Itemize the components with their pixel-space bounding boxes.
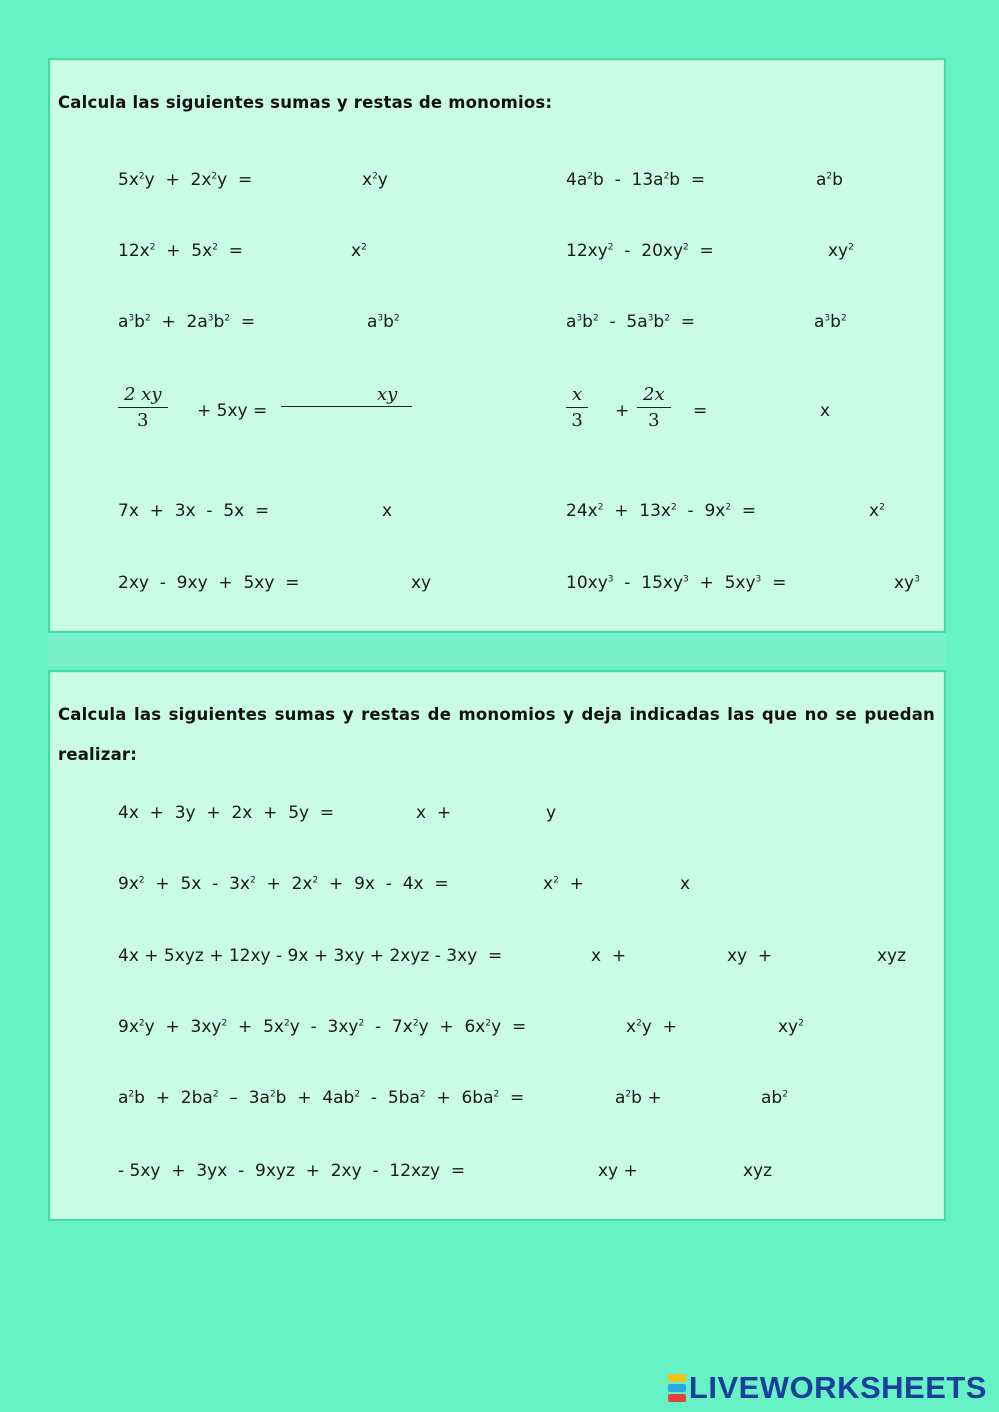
equation-5b: $24x^2 + 13x^2 - 9x^2$ = [566, 501, 757, 521]
equation-3b: $a^3b^2 - 5a^3b^2$ = [566, 312, 695, 332]
equation-1a: $5x^2y + 2x^2y$ = [118, 170, 253, 190]
answer-12-xyz[interactable]: xyz [743, 1161, 773, 1181]
answer-11-a2b[interactable]: $a^2b$ + [615, 1088, 662, 1108]
answer-12-xy[interactable]: xy + [598, 1161, 638, 1181]
answer-3a[interactable]: $a^3b^2$ [367, 312, 400, 332]
fraction-numerator: x [566, 384, 588, 408]
fraction-numerator: 2 xy [118, 384, 168, 408]
equation-7: 4x + 3y + 2x + 5y = [118, 803, 335, 823]
fraction-denominator: 3 [648, 410, 660, 431]
equation-3a: $a^3b^2 + 2a^3b^2$ = [118, 312, 256, 332]
answer-9-xy[interactable]: xy + [727, 946, 773, 966]
answer-line-4a [281, 406, 412, 407]
equation-5a: 7x + 3x - 5x = [118, 501, 270, 521]
fraction-numerator: 2x [637, 384, 671, 408]
answer-4b[interactable]: x [820, 401, 831, 421]
answer-5b[interactable]: $x^2$ [869, 501, 885, 521]
equation-2b: $12xy^2 - 20xy^2$ = [566, 241, 714, 261]
instruction-2-line-1: Calcula las siguientes sumas y restas de monomios y deja indicadas las que no se puedan [58, 705, 935, 724]
equation-12: - 5xy + 3yx - 9xyz + 2xy - 12xzy = [118, 1161, 466, 1181]
answer-7-x[interactable]: x + [416, 803, 452, 823]
answer-6a[interactable]: xy [411, 573, 432, 593]
fraction-denominator: 3 [137, 410, 149, 431]
answer-9-xyz[interactable]: xyz [877, 946, 907, 966]
exercise-panel-1 [48, 58, 946, 633]
equation-11: $a^2b + 2ba^2 - 3a^2b + 4ab^2 - 5ba^2 + 6ba^2$ = [118, 1088, 525, 1108]
answer-4a[interactable]: xy [377, 384, 398, 405]
instruction-2-line-2: realizar: [58, 745, 138, 764]
answer-9-x[interactable]: x + [591, 946, 627, 966]
logo-text: LIVEWORKSHEETS [688, 1370, 987, 1405]
equation-2a: $12x^2 + 5x^2$ = [118, 241, 243, 261]
answer-1a[interactable]: $x^2y$ [362, 170, 388, 190]
equation-6b: $10xy^3 - 15xy^3 + 5xy^3$ = [566, 573, 787, 593]
answer-10-x2y[interactable]: $x^2y$ + [626, 1017, 677, 1037]
answer-5a[interactable]: x [382, 501, 393, 521]
live-badge-icon [668, 1373, 686, 1403]
equation-10: $9x^2y + 3xy^2 + 5x^2y - 3xy^2 - 7x^2y + 6x^2y$ = [118, 1017, 527, 1037]
fraction-denominator: 3 [571, 410, 583, 431]
answer-8-x2[interactable]: $x^2$ + [543, 874, 584, 894]
answer-2b[interactable]: $xy^2$ [828, 241, 854, 261]
answer-10-xy2[interactable]: $xy^2$ [778, 1017, 804, 1037]
fraction-2x-over-3 [637, 384, 671, 431]
equals-sign: = [693, 401, 708, 421]
liveworksheets-logo [668, 1370, 987, 1406]
equation-9: 4x + 5xyz + 12xy - 9x + 3xy + 2xyz - 3xy = [118, 946, 503, 966]
instruction-1: Calcula las siguientes sumas y restas de monomios: [58, 93, 553, 112]
equation-4a-tail: + 5xy = [197, 401, 268, 421]
answer-3b[interactable]: $a^3b^2$ [814, 312, 847, 332]
equation-1b: $4a^2b - 13a^2b$ = [566, 170, 706, 190]
answer-1b[interactable]: $a^2b$ [816, 170, 843, 190]
answer-6b[interactable]: $xy^3$ [894, 573, 920, 593]
answer-2a[interactable]: $x^2$ [351, 241, 367, 261]
equation-8: $9x^2 + 5x - 3x^2 + 2x^2 + 9x - 4x$ = [118, 874, 449, 894]
answer-7-y[interactable]: y [546, 803, 557, 823]
plus-sign: + [615, 401, 630, 421]
fraction-2xy-over-3 [118, 384, 168, 431]
fraction-x-over-3 [566, 384, 588, 431]
answer-8-x[interactable]: x [680, 874, 691, 894]
answer-11-ab2[interactable]: $ab^2$ [761, 1088, 788, 1108]
divider-strip [48, 634, 946, 666]
equation-6a: 2xy - 9xy + 5xy = [118, 573, 300, 593]
